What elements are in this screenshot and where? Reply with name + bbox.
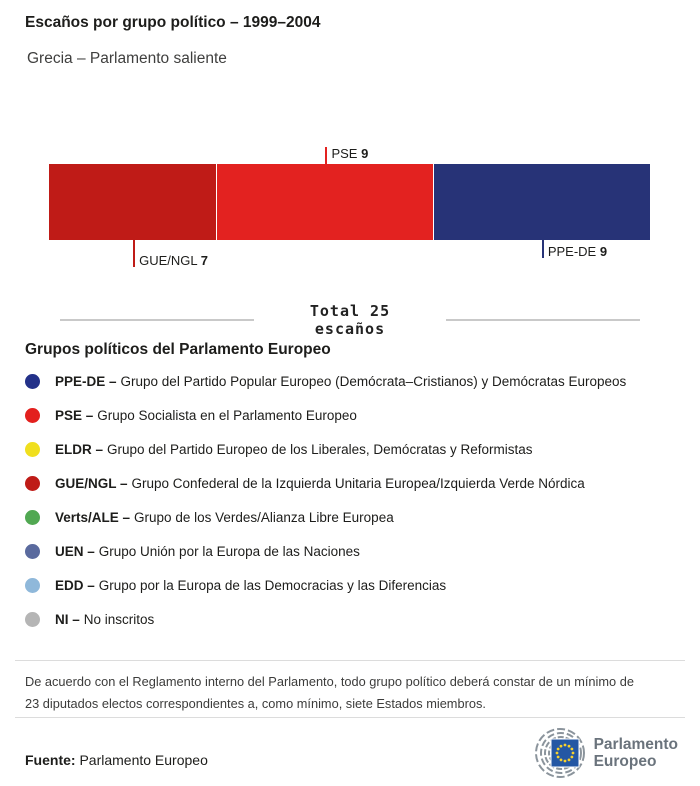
- logo-wordmark-line2: Europeo: [593, 753, 657, 770]
- eu-flag-icon: [551, 739, 579, 767]
- bar-segment-GUE/NGL[interactable]: [49, 164, 217, 240]
- bar-label-GUE/NGL: GUE/NGL 7: [139, 253, 209, 268]
- bar-tick-PSE: [325, 147, 327, 164]
- legend-item-uen: [25, 534, 675, 568]
- source-value: Parlamento Europeo: [75, 752, 208, 768]
- footnote-text: De acuerdo con el Reglamento interno del Parlamento, todo grupo político deberá constar de un mínimo de 23 diputados electos correspondientes a, como mínimo, siete Estados miembros.: [25, 674, 634, 711]
- footnote-rule-bottom: [15, 717, 685, 718]
- legend-dot-icon: [25, 374, 40, 389]
- legend-heading: Grupos políticos del Parlamento Europeo: [25, 341, 331, 358]
- legend-item-pse: [25, 398, 675, 432]
- legend-dot-icon: [25, 510, 40, 525]
- total-seats-label: [310, 303, 390, 338]
- divider-line-left: [60, 319, 254, 321]
- legend-item-label: PSE – Grupo Socialista en el Parlamento Europeo: [55, 407, 357, 423]
- legend-item-label: ELDR – Grupo del Partido Europeo de los Liberales, Demócratas y Reformistas: [55, 441, 533, 457]
- legend-dot-icon: [25, 408, 40, 423]
- bar-segment-PSE[interactable]: [217, 164, 433, 240]
- bar-label-PSE: PSE 9: [331, 146, 369, 161]
- legend-dot-icon: [25, 442, 40, 457]
- source-line: [25, 752, 208, 768]
- total-seats-line2: escaños: [314, 319, 386, 338]
- legend-item-ni: [25, 602, 675, 636]
- legend-item-ppe-de: [25, 364, 675, 398]
- logo-wordmark: [594, 736, 678, 770]
- legend-item-label: PPE-DE – Grupo del Partido Popular Europeo (Demócrata–Cristianos) y Demócratas Europeos: [55, 373, 627, 389]
- total-seats-line1: Total 25: [309, 302, 391, 320]
- legend-item-label: UEN – Grupo Unión por la Europa de las Naciones: [55, 543, 360, 559]
- legend-item-gue-ngl: [25, 466, 675, 500]
- legend-item-eldr: [25, 432, 675, 466]
- seats-stacked-bar-chart: [49, 146, 650, 268]
- stacked-bar: [49, 164, 650, 240]
- divider-line-right: [446, 319, 640, 321]
- bar-label-PPE-DE: PPE-DE 9: [547, 244, 608, 259]
- parliament-hemicycle-icon: [521, 727, 585, 779]
- legend-item-label: GUE/NGL – Grupo Confederal de la Izquierda Unitaria Europea/Izquierda Verde Nórdica: [55, 475, 585, 491]
- bar-tick-GUE/NGL: [133, 240, 135, 267]
- page-title: Escaños por grupo político – 1999–2004: [25, 14, 321, 31]
- footnote-rule-top: [15, 660, 685, 661]
- legend-list: [25, 364, 675, 636]
- legend-item-label: EDD – Grupo por la Europa de las Democracias y las Diferencias: [55, 577, 447, 593]
- legend-dot-icon: [25, 544, 40, 559]
- legend-dot-icon: [25, 612, 40, 627]
- legend-dot-icon: [25, 476, 40, 491]
- legend-dot-icon: [25, 578, 40, 593]
- page-subtitle: Grecia – Parlamento saliente: [27, 50, 227, 67]
- logo-wordmark-line1: Parlamento: [593, 736, 678, 753]
- legend-item-verts-ale: [25, 500, 675, 534]
- bar-segment-PPE-DE[interactable]: [434, 164, 650, 240]
- legend-item-label: NI – No inscritos: [55, 611, 155, 627]
- bar-tick-PPE-DE: [542, 240, 544, 258]
- total-divider: [0, 303, 700, 338]
- legend-item-label: Verts/ALE – Grupo de los Verdes/Alianza Libre Europea: [55, 509, 394, 525]
- european-parliament-logo: [521, 727, 678, 779]
- source-label: Fuente:: [25, 752, 76, 768]
- legend-item-edd: [25, 568, 675, 602]
